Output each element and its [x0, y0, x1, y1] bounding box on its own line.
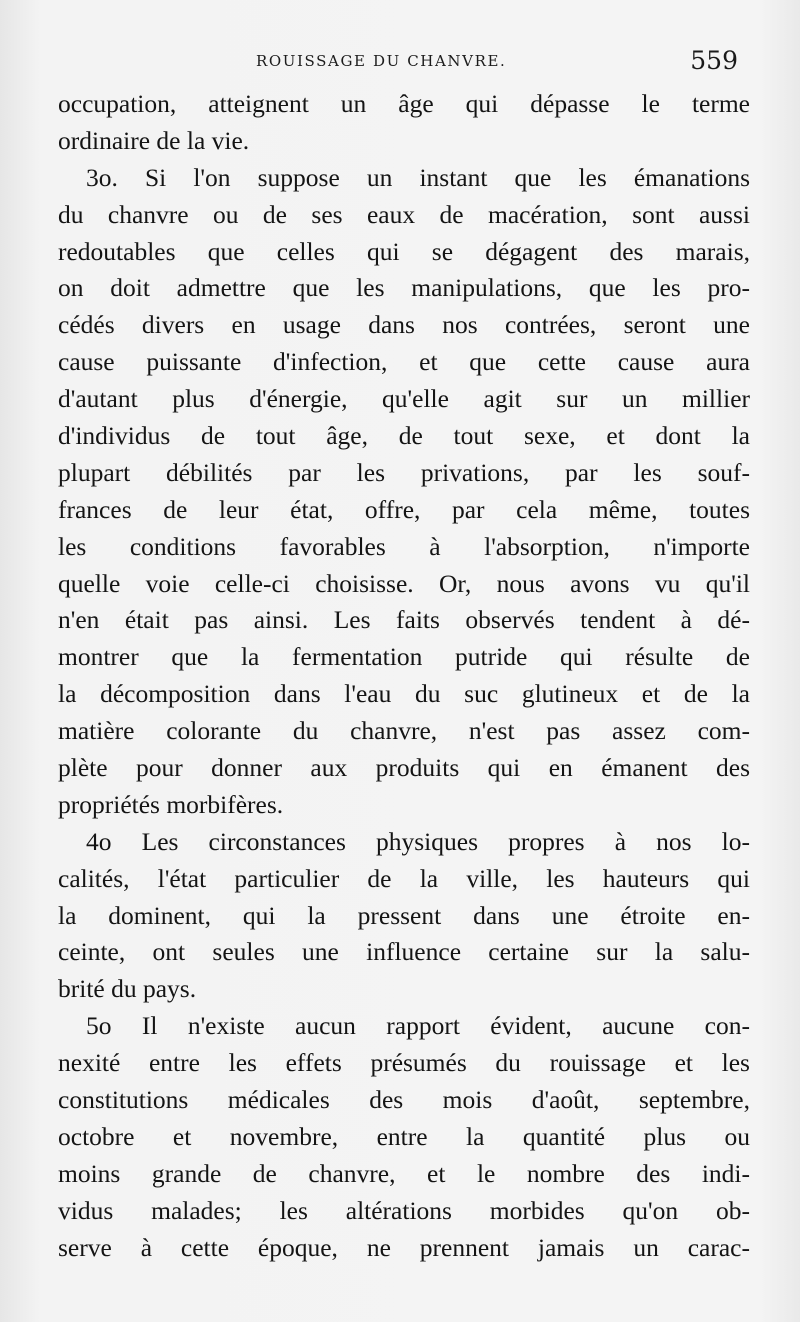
text-line: nexité entre les effets présumés du rouissage et les: [58, 1048, 750, 1078]
text-line: moins grande de chanvre, et le nombre des indi-: [58, 1158, 750, 1188]
text-line: octobre et novembre, entre la quantité plus ou: [58, 1121, 750, 1151]
text-line: quelle voie celle-ci choisisse. Or, nous avons vu qu'il: [58, 568, 750, 598]
text-line: calités, l'état particulier de la ville, les hauteurs qui: [58, 863, 750, 893]
text-line: constitutions médicales des mois d'août, septembre,: [58, 1085, 750, 1115]
text-line: matière colorante du chanvre, n'est pas assez com-: [58, 716, 750, 746]
text-line: cause puissante d'infection, et que cette cause aura: [58, 347, 750, 377]
running-title: ROUISSAGE DU CHANVRE.: [256, 52, 507, 70]
text-line: d'autant plus d'énergie, qu'elle agit sur un millier: [58, 384, 750, 414]
text-line: redoutables que celles qui se dégagent des marais,: [58, 236, 750, 266]
text-line: 5o Il n'existe aucun rapport évident, aucune con-: [86, 1011, 750, 1041]
text-line: ceinte, ont seules une influence certaine sur la salu-: [58, 937, 750, 967]
text-line: 3o. Si l'on suppose un instant que les émanations: [86, 162, 750, 192]
text-line: vidus malades; les altérations morbides qu'on ob-: [58, 1195, 750, 1225]
page-header: [60, 46, 750, 82]
text-line: la décomposition dans l'eau du suc glutineux et de la: [58, 679, 750, 709]
text-line: occupation, atteignent un âge qui dépasse le terme: [58, 89, 750, 118]
body-text: [58, 86, 750, 1267]
text-line: du chanvre ou de ses eaux de macération, sont aussi: [58, 199, 750, 229]
text-line: cédés divers en usage dans nos contrées, seront une: [58, 310, 750, 340]
text-line: frances de leur état, offre, par cela même, toutes: [58, 494, 750, 524]
text-line: 4o Les circonstances physiques propres à nos lo-: [86, 826, 750, 856]
text-line: ordinaire de la vie.: [58, 125, 250, 155]
text-line: serve à cette époque, ne prennent jamais un carac-: [58, 1232, 750, 1262]
text-line: n'en était pas ainsi. Les faits observés tendent à dé-: [58, 605, 750, 635]
text-line: d'individus de tout âge, de tout sexe, et dont la: [58, 421, 750, 451]
text-line: les conditions favorables à l'absorption, n'importe: [58, 531, 750, 561]
text-line: plupart débilités par les privations, par les souf-: [58, 457, 750, 487]
text-line: propriétés morbifères.: [58, 789, 284, 819]
text-line: on doit admettre que les manipulations, que les pro-: [58, 273, 750, 303]
text-line: plète pour donner aux produits qui en émanent des: [58, 753, 750, 783]
page-number: 559: [690, 46, 738, 75]
text-line: brité du pays.: [58, 974, 197, 1004]
text-line: la dominent, qui la pressent dans une étroite en-: [58, 900, 750, 930]
text-line: montrer que la fermentation putride qui résulte de: [58, 642, 750, 672]
